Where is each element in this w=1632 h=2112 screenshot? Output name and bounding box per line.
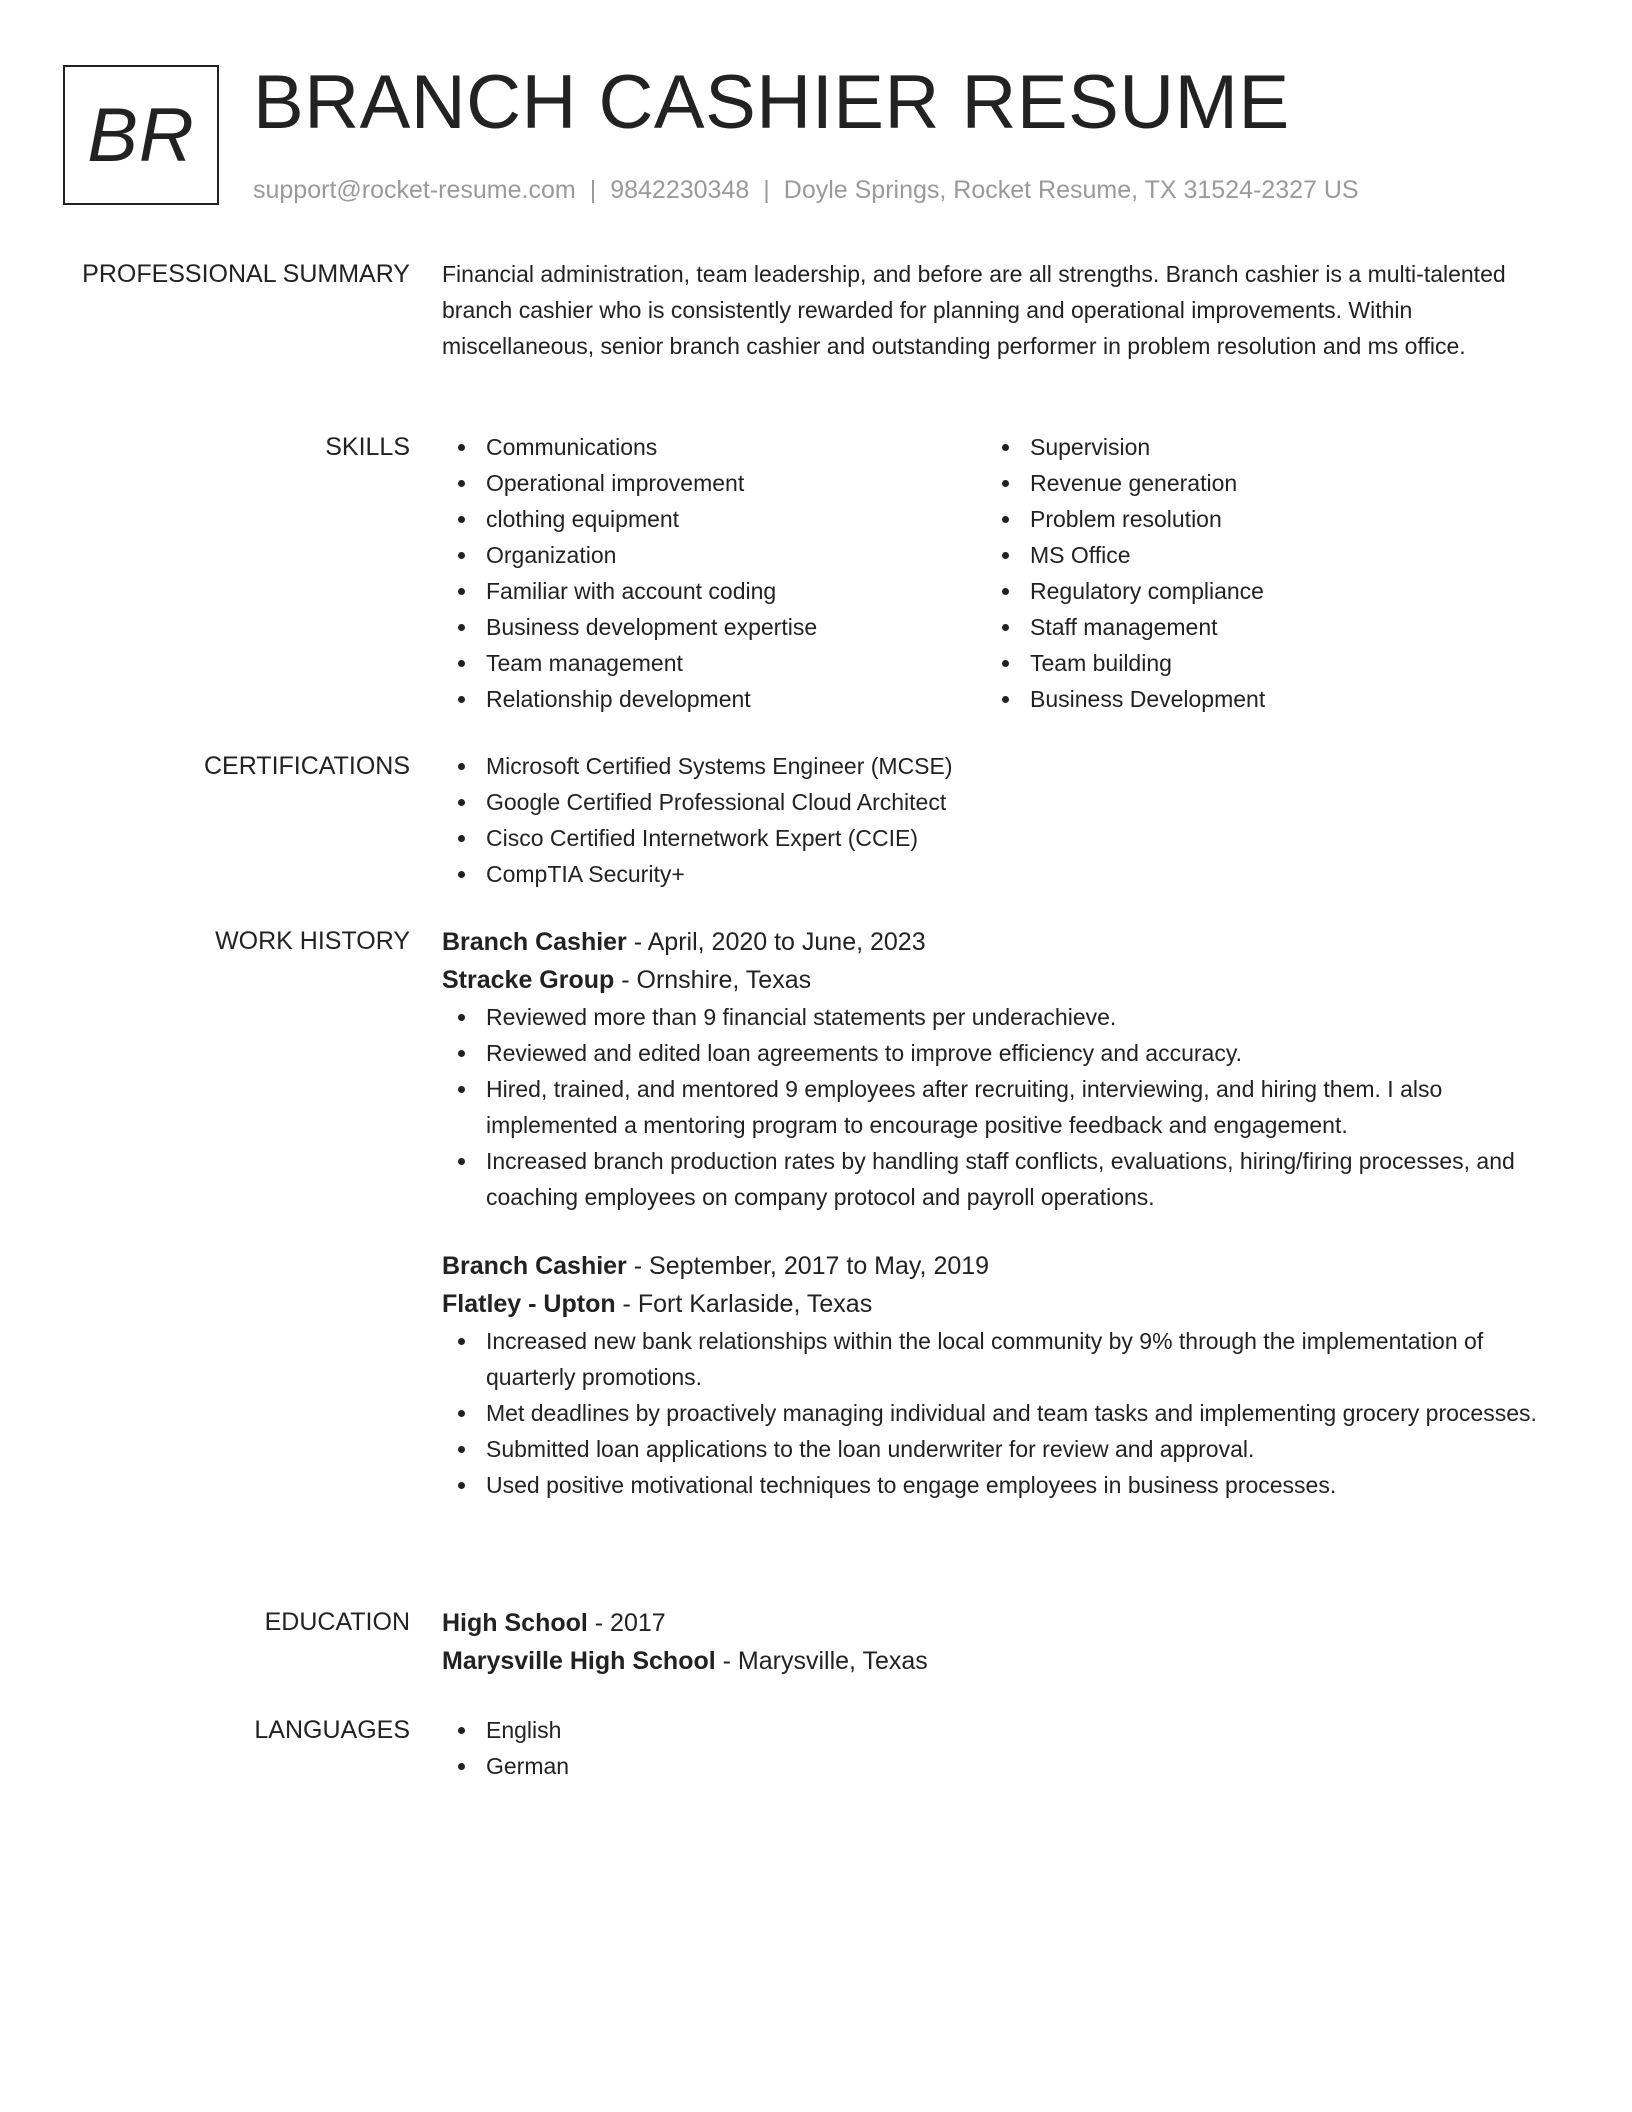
- list-item: MS Office: [986, 537, 1530, 573]
- list-item: Reviewed more than 9 financial statements per underachieve.: [442, 999, 1552, 1035]
- list-item: Business development expertise: [442, 609, 986, 645]
- job-entry: [442, 1247, 1552, 1503]
- skills-list-right: [986, 429, 1530, 717]
- job-title: Branch Cashier: [442, 1252, 627, 1280]
- list-item: Business Development: [986, 681, 1530, 717]
- section-label: SKILLS: [325, 433, 410, 461]
- job-dates: - April, 2020 to June, 2023: [626, 928, 926, 956]
- job-company-line: [442, 961, 1552, 999]
- section-label: PROFESSIONAL SUMMARY: [82, 260, 410, 288]
- section-body: [442, 1712, 1552, 1784]
- resume-title: BRANCH CASHIER RESUME: [253, 60, 1290, 145]
- list-item: clothing equipment: [442, 501, 986, 537]
- list-item: Met deadlines by proactively managing individual and team tasks and implementing grocery processes.: [442, 1395, 1552, 1431]
- list-item: Regulatory compliance: [986, 573, 1530, 609]
- list-item: Google Certified Professional Cloud Architect: [442, 784, 1552, 820]
- section-body: [442, 1604, 1552, 1680]
- job-company: Stracke Group: [442, 966, 615, 994]
- list-item: Familiar with account coding: [442, 573, 986, 609]
- list-item: Microsoft Certified Systems Engineer (MCSE): [442, 748, 1552, 784]
- skills-list-left: [442, 429, 986, 717]
- contact-address: Doyle Springs, Rocket Resume, TX 31524-2327 US: [783, 176, 1359, 204]
- list-item: English: [442, 1712, 1552, 1748]
- job-company-line: [442, 1285, 1552, 1323]
- job-location: - Fort Karlaside, Texas: [615, 1290, 873, 1318]
- list-item: Supervision: [986, 429, 1530, 465]
- job-entry: [442, 923, 1552, 1215]
- list-item: German: [442, 1748, 1552, 1784]
- list-item: Organization: [442, 537, 986, 573]
- contact-phone: 9842230348: [610, 176, 750, 204]
- contact-separator: |: [763, 176, 770, 204]
- education-degree: High School: [442, 1609, 588, 1637]
- summary-text: Financial administration, team leadership, and before are all strengths. Branch cashier is a multi-talented branch cashier who is consistently rewarded for planning and operational improvements. Within miscellaneous, senior branch cashier and outstanding performer in problem resolution and ms office.: [442, 261, 1506, 359]
- list-item: Staff management: [986, 609, 1530, 645]
- education-degree-line: [442, 1604, 1552, 1642]
- education-school-line: [442, 1642, 1552, 1680]
- list-item: Relationship development: [442, 681, 986, 717]
- education-year: - 2017: [587, 1609, 666, 1637]
- list-item: Team building: [986, 645, 1530, 681]
- job-bullets: [442, 999, 1552, 1215]
- list-item: Increased new bank relationships within the local community by 9% through the implementation of quarterly promotions.: [442, 1323, 1552, 1395]
- section-body: [442, 923, 1552, 1503]
- list-item: Revenue generation: [986, 465, 1530, 501]
- job-title-line: [442, 1247, 1552, 1285]
- list-item: Communications: [442, 429, 986, 465]
- contact-separator: |: [589, 176, 597, 204]
- list-item: Team management: [442, 645, 986, 681]
- section-label: CERTIFICATIONS: [203, 752, 410, 780]
- job-dates: - September, 2017 to May, 2019: [626, 1252, 990, 1280]
- list-item: Cisco Certified Internetwork Expert (CCIE): [442, 820, 1552, 856]
- list-item: CompTIA Security+: [442, 856, 1552, 892]
- languages-list: [442, 1712, 1552, 1784]
- list-item: Operational improvement: [442, 465, 986, 501]
- job-title-line: [442, 923, 1552, 961]
- list-item: Increased branch production rates by handling staff conflicts, evaluations, hiring/firing processes, and coaching employees on company protocol and payroll operations.: [442, 1143, 1552, 1215]
- section-label: LANGUAGES: [254, 1716, 410, 1744]
- job-location: - Ornshire, Texas: [614, 966, 812, 994]
- list-item: Hired, trained, and mentored 9 employees after recruiting, interviewing, and hiring them. I also implemented a mentoring program to encourage positive feedback and engagement.: [442, 1071, 1552, 1143]
- contact-line: [253, 174, 1359, 206]
- list-item: Submitted loan applications to the loan underwriter for review and approval.: [442, 1431, 1552, 1467]
- education-location: - Marysville, Texas: [715, 1647, 928, 1675]
- education-school: Marysville High School: [442, 1647, 716, 1675]
- list-item: Reviewed and edited loan agreements to improve efficiency and accuracy.: [442, 1035, 1552, 1071]
- job-bullets: [442, 1323, 1552, 1503]
- section-label: WORK HISTORY: [215, 927, 410, 955]
- job-company: Flatley - Upton: [442, 1290, 616, 1318]
- section-body: [442, 748, 1552, 892]
- section-body: [442, 256, 1552, 364]
- section-body: [442, 429, 1552, 717]
- list-item: Used positive motivational techniques to engage employees in business processes.: [442, 1467, 1552, 1503]
- skills-grid: [442, 429, 1552, 717]
- contact-email: support@rocket-resume.com: [253, 176, 576, 204]
- certifications-list: [442, 748, 1552, 892]
- section-label: EDUCATION: [264, 1608, 410, 1636]
- list-item: Problem resolution: [986, 501, 1530, 537]
- job-title: Branch Cashier: [442, 928, 627, 956]
- monogram-logo: BR: [63, 65, 219, 205]
